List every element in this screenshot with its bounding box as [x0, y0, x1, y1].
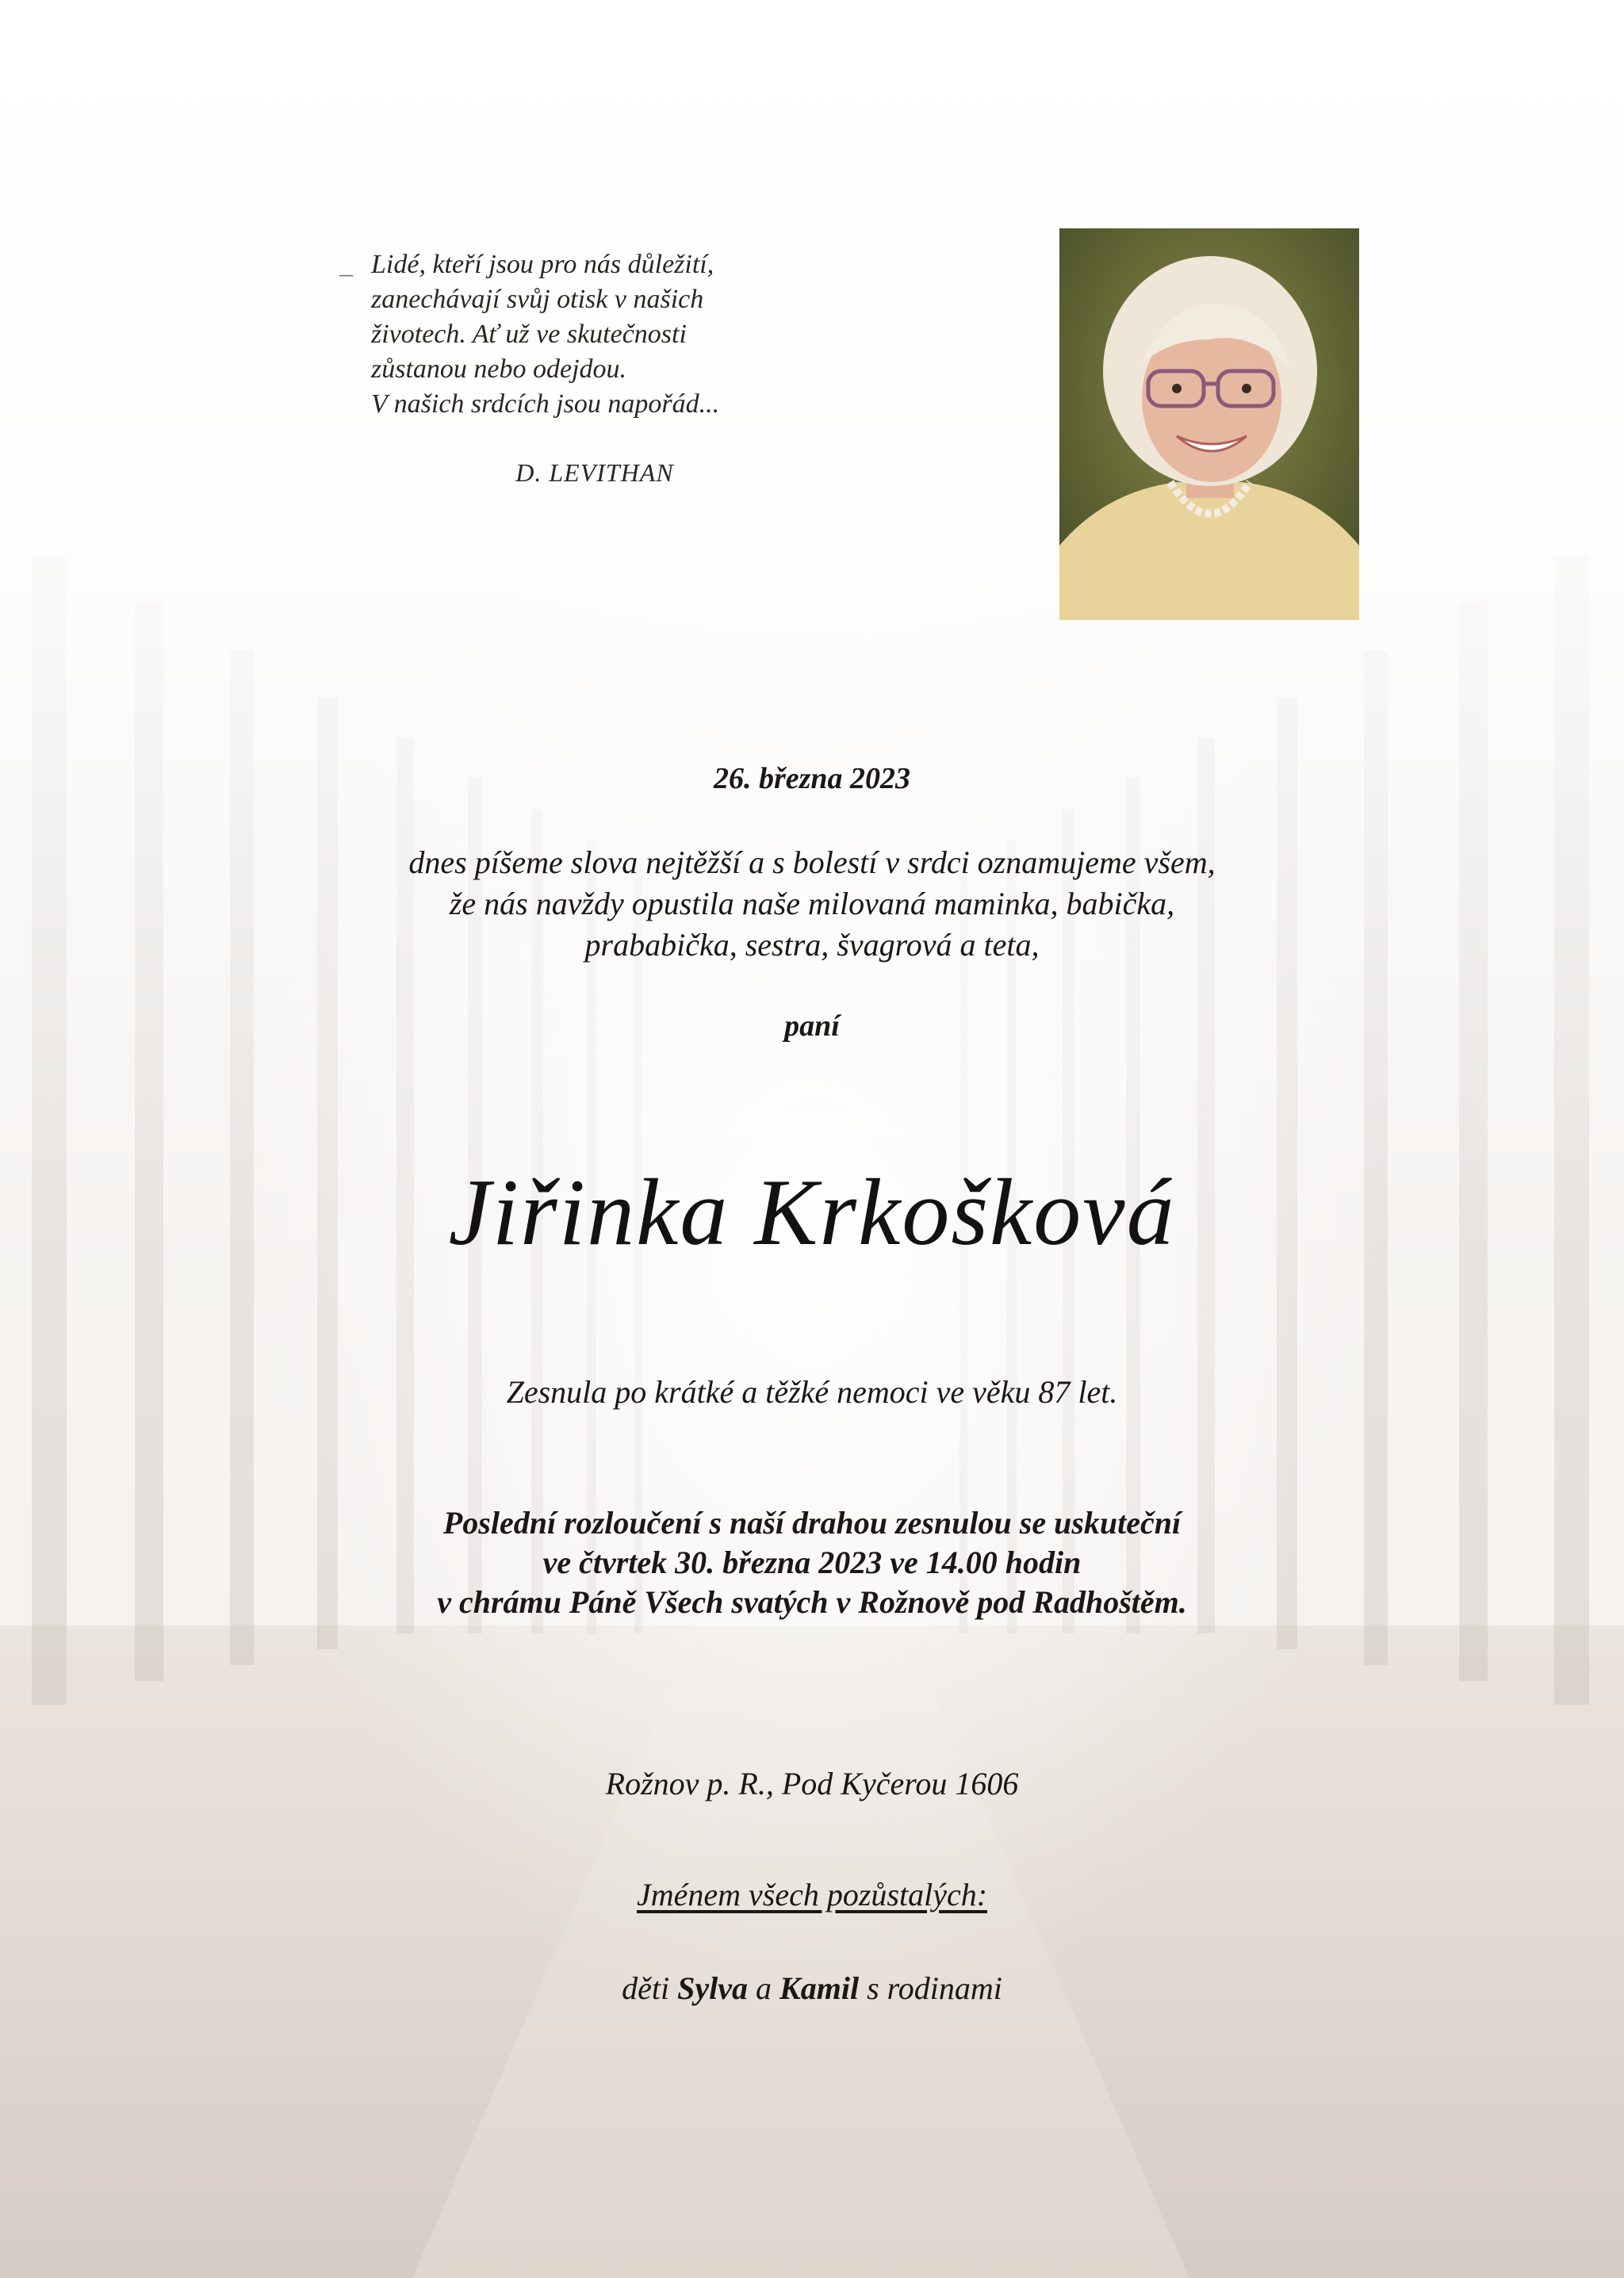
survivor-name-2: Kamil [779, 1970, 860, 2006]
survivors-heading-text: Jménem všech pozůstalých: [636, 1877, 988, 1912]
survivors-list [0, 1970, 1624, 2007]
funeral-line: v chrámu Páně Všech svatých v Rožnově pod Radhoštěm. [437, 1584, 1187, 1620]
deceased-name: Jiřinka Krkošková [448, 1159, 1176, 1265]
announcement-text [0, 842, 1624, 966]
survivors-prefix: děti [622, 1970, 678, 2006]
announcement-line: dnes píšeme slova nejtěžší a s bolestí v srdci oznamujeme všem, [408, 844, 1216, 880]
quote-line: zanechávají svůj otisk v našich [371, 285, 704, 314]
death-note: Zesnula po krátké a těžké nemoci ve věku 87 let. [506, 1374, 1118, 1410]
survivors-suffix: s rodinami [859, 1970, 1002, 2006]
quote-line: Lidé, kteří jsou pro nás důležití, [371, 250, 714, 279]
family-address: Rožnov p. R., Pod Kyčerou 1606 [605, 1766, 1019, 1801]
announcement-date: 26. března 2023 [713, 762, 911, 795]
memorial-quote [339, 247, 815, 422]
survivors-joiner: a [748, 1970, 780, 2006]
portrait-photo [1059, 228, 1359, 620]
quote-line: životech. Ať už ve skutečnosti [371, 320, 687, 349]
quote-line: zůstanou nebo odejdou. [371, 354, 627, 384]
funeral-details [0, 1503, 1624, 1622]
quote-dash-mark: _ [339, 250, 353, 279]
survivor-name-1: Sylva [677, 1970, 749, 2006]
quote-author: D. LEVITHAN [515, 458, 674, 487]
quote-line: V našich srdcích jsou napořád... [371, 389, 720, 419]
funeral-line: ve čtvrtek 30. března 2023 ve 14.00 hodin [542, 1545, 1082, 1580]
survivors-heading [0, 1876, 1624, 1913]
honorific-title: paní [784, 1009, 840, 1043]
funeral-line: Poslední rozloučení s naší drahou zesnulou se uskuteční [442, 1505, 1182, 1541]
announcement-line: prababička, sestra, švagrová a teta, [584, 927, 1040, 963]
announcement-line: že nás navždy opustila naše milovaná maminka, babička, [449, 886, 1175, 921]
